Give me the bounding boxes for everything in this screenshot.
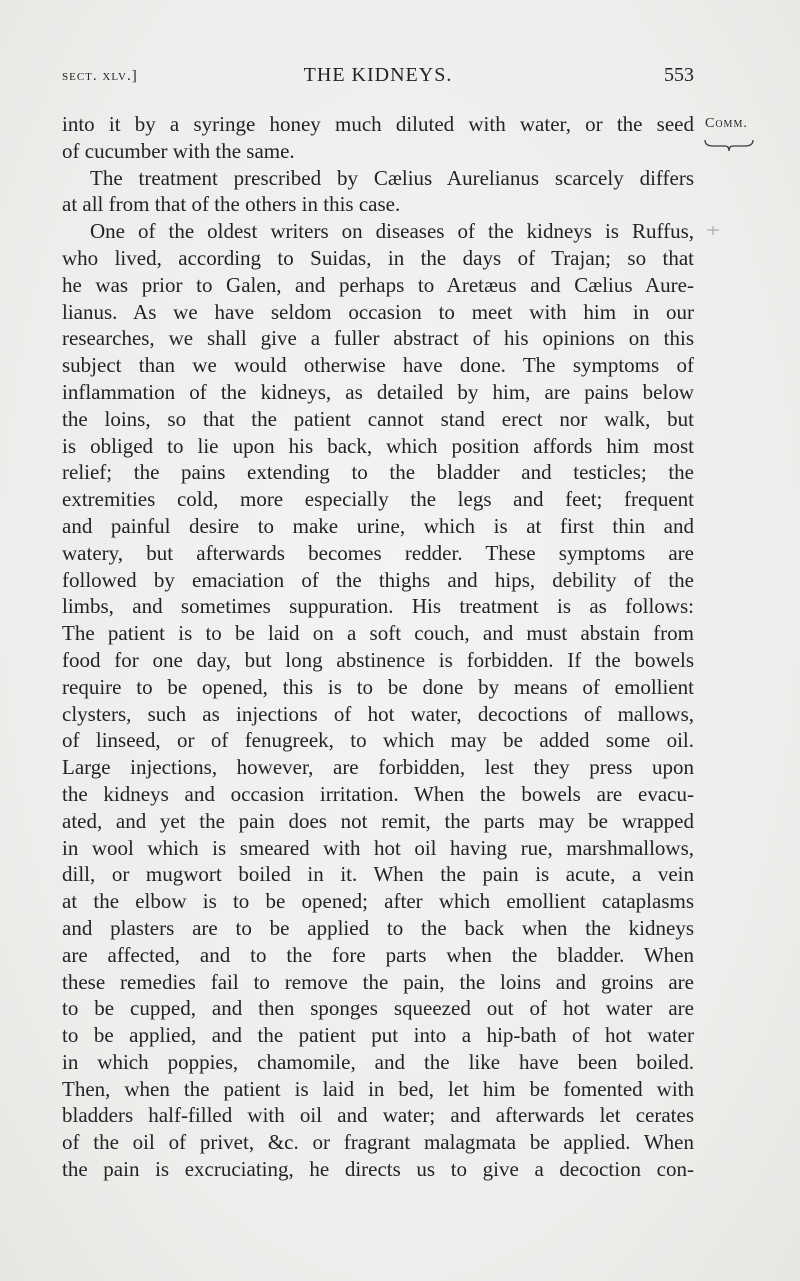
text-line: at all from that of the others in this case.	[62, 192, 401, 217]
brace-mark	[703, 138, 755, 152]
text-line: the kidneys and occasion irritation. When the bowels are evacu-	[62, 781, 694, 806]
text-line: bladders half-filled with oil and water; and afterwards let cerates	[62, 1103, 694, 1128]
text-line: into it by a syringe honey much diluted with water, or the seed	[62, 112, 694, 136]
text-line: the pain is excruciating, he directs us to give a decoction con-	[62, 1157, 694, 1182]
page-number: 553	[664, 64, 694, 86]
text-line: researches, we shall give a fuller abstract of his opinions on this	[62, 326, 694, 351]
text-line: in which poppies, chamomile, and the like have been boiled.	[62, 1049, 694, 1074]
text-line: watery, but afterwards becomes redder. These symptoms are	[62, 540, 694, 565]
text-line: food for one day, but long abstinence is forbidden. If the bowels	[62, 647, 694, 672]
text-line: he was prior to Galen, and perhaps to Aretæus and Cælius Aure-	[62, 272, 694, 297]
text-line: of cucumber with the same.	[62, 138, 295, 163]
text-line: of linseed, or of fenugreek, to which may be added some oil.	[62, 728, 694, 753]
text-line: limbs, and sometimes suppuration. His treatment is as follows:	[62, 594, 694, 619]
body-text	[62, 111, 694, 1183]
text-line: who lived, according to Suidas, in the days of Trajan; so that	[62, 245, 694, 270]
text-line: relief; the pains extending to the bladder and testicles; the	[62, 460, 694, 485]
text-line: The treatment prescribed by Cælius Aurelianus scarcely differs	[90, 165, 694, 190]
cross-mark	[705, 222, 721, 238]
text-line: extremities cold, more especially the legs and feet; frequent	[62, 487, 694, 512]
text-line: require to be opened, this is to be done by means of emollient	[62, 674, 694, 699]
text-line: these remedies fail to remove the pain, the loins and groins are	[62, 969, 694, 994]
text-line: ated, and yet the pain does not remit, the parts may be wrapped	[62, 808, 694, 833]
text-line: and plasters are to be applied to the back when the kidneys	[62, 915, 694, 940]
text-line: inflammation of the kidneys, as detailed by him, are pains below	[62, 379, 694, 404]
margin-note-comm: Comm.	[705, 116, 748, 131]
running-title: THE KIDNEYS.	[303, 64, 453, 86]
text-line: Large injections, however, are forbidden, lest they press upon	[62, 755, 694, 780]
text-line: at the elbow is to be opened; after which emollient cataplasms	[62, 889, 694, 914]
text-line: lianus. As we have seldom occasion to meet with him in our	[62, 299, 694, 324]
text-line: subject than we would otherwise have done. The symptoms of	[62, 353, 694, 378]
text-line: to be cupped, and then sponges squeezed out of hot water are	[62, 996, 694, 1021]
text-line: in wool which is smeared with hot oil having rue, marshmallows,	[62, 835, 694, 860]
text-line: clysters, such as injections of hot water, decoctions of mallows,	[62, 701, 694, 726]
text-line: and painful desire to make urine, which is at first thin and	[62, 513, 694, 538]
text-line: Then, when the patient is laid in bed, let him be fomented with	[62, 1076, 694, 1101]
text-line: to be applied, and the patient put into a hip-bath of hot water	[62, 1023, 694, 1048]
text-line: dill, or mugwort boiled in it. When the pain is acute, a vein	[62, 862, 694, 887]
text-line: are affected, and to the fore parts when the bladder. When	[62, 942, 694, 967]
running-header	[62, 64, 694, 94]
section-label: sect. xlv.]	[62, 68, 138, 84]
text-line: the loins, so that the patient cannot stand erect nor walk, but	[62, 406, 694, 431]
text-line: followed by emaciation of the thighs and hips, debility of the	[62, 567, 694, 592]
text-line: of the oil of privet, &c. or fragrant malagmata be applied. When	[62, 1130, 694, 1155]
text-line: The patient is to be laid on a soft couch, and must abstain from	[62, 621, 694, 646]
text-line: One of the oldest writers on diseases of the kidneys is Ruffus,	[90, 219, 694, 244]
text-line: is obliged to lie upon his back, which position affords him most	[62, 433, 694, 458]
